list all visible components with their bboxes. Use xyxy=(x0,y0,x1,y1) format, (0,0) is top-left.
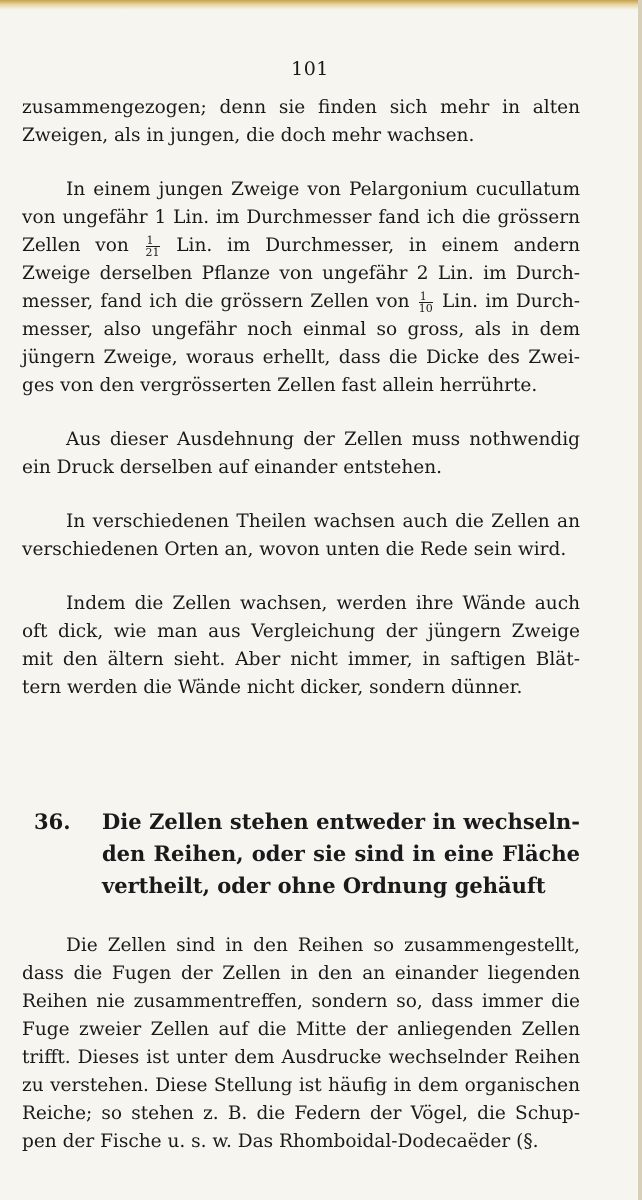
paragraph-2 xyxy=(22,176,580,400)
text-line: ges von den vergrösserten Zellen fast allein herrührte. xyxy=(22,375,538,396)
book-page xyxy=(22,58,580,1156)
text-line: Zweige derselben Pflanze von ungefähr 2 Lin. im Durch- xyxy=(22,263,580,284)
text-line: pen der Fische u. s. w. Das Rhomboidal-Dodecaëder (§. xyxy=(22,1131,539,1152)
text-line: In verschiedenen Theilen wachsen auch die Zellen an xyxy=(66,511,580,532)
text-line: Reihen nie zusammentreffen, sondern so, dass immer die xyxy=(22,991,580,1012)
text-line: Aus dieser Ausdehnung der Zellen muss nothwendig xyxy=(66,429,580,450)
text-line: dass die Fugen der Zellen in den an einander liegenden xyxy=(22,963,580,984)
text-line: Zweigen, als in jungen, die doch mehr wachsen. xyxy=(22,125,475,146)
text-line: Reiche; so stehen z. B. die Federn der Vögel, die Schup- xyxy=(22,1103,580,1124)
paragraph-3 xyxy=(22,426,580,482)
section-heading xyxy=(22,806,580,902)
page-top-edge xyxy=(0,0,642,10)
text-line-with-fraction: messer, fand ich die grössern Zellen von $\frac{1}{10}$ Lin. im Durch- xyxy=(22,289,580,315)
fraction-1-10: $\frac{1}{10}$ xyxy=(418,289,433,315)
text-line: von ungefähr 1 Lin. im Durchmesser fand ich die grössern xyxy=(22,207,580,228)
fraction-1-21: $\frac{1}{21}$ xyxy=(145,233,160,259)
text-line: jüngern Zweige, woraus erhellt, dass die Dicke des Zwei- xyxy=(22,347,580,368)
section-paragraph xyxy=(22,932,580,1156)
paragraph-4 xyxy=(22,508,580,564)
paragraph-5 xyxy=(22,590,580,702)
text-line-with-fraction: Zellen von $\frac{1}{21}$ Lin. im Durchmesser, in einem andern xyxy=(22,233,581,259)
text-line: verschiedenen Orten an, wovon unten die Rede sein wird. xyxy=(22,539,567,560)
page-right-edge xyxy=(638,0,642,1200)
text-line: zu verstehen. Diese Stellung ist häufig in dem organischen xyxy=(22,1075,580,1096)
text-line: tern werden die Wände nicht dicker, sondern dünner. xyxy=(22,677,523,698)
text-line: zusammengezogen; denn sie finden sich mehr in alten xyxy=(22,97,580,118)
text-line: Indem die Zellen wachsen, werden ihre Wände auch xyxy=(66,593,580,614)
text-line: Fuge zweier Zellen auf die Mitte der anliegenden Zellen xyxy=(22,1019,580,1040)
text-line: In einem jungen Zweige von Pelargonium cucullatum xyxy=(66,179,580,200)
text-line: messer, also ungefähr noch einmal so gross, als in dem xyxy=(22,319,580,340)
text-line: trifft. Dieses ist unter dem Ausdrucke wechselnder Reihen xyxy=(22,1047,580,1068)
section-title-line: vertheilt, oder ohne Ordnung gehäuft xyxy=(102,873,546,898)
section-number: 36. xyxy=(34,809,71,834)
section-title-line: Die Zellen stehen entweder in wechseln- xyxy=(102,809,580,834)
section-title-line: den Reihen, oder sie sind in eine Fläche xyxy=(102,841,580,866)
text-line: ein Druck derselben auf einander entstehen. xyxy=(22,457,443,478)
text-line: Die Zellen sind in den Reihen so zusammengestellt, xyxy=(66,935,580,956)
text-line: mit den ältern sieht. Aber nicht immer, in saftigen Blät- xyxy=(22,649,580,670)
paragraph-1 xyxy=(22,94,580,150)
text-line: oft dick, wie man aus Vergleichung der jüngern Zweige xyxy=(22,621,580,642)
page-number: 101 xyxy=(291,58,329,80)
